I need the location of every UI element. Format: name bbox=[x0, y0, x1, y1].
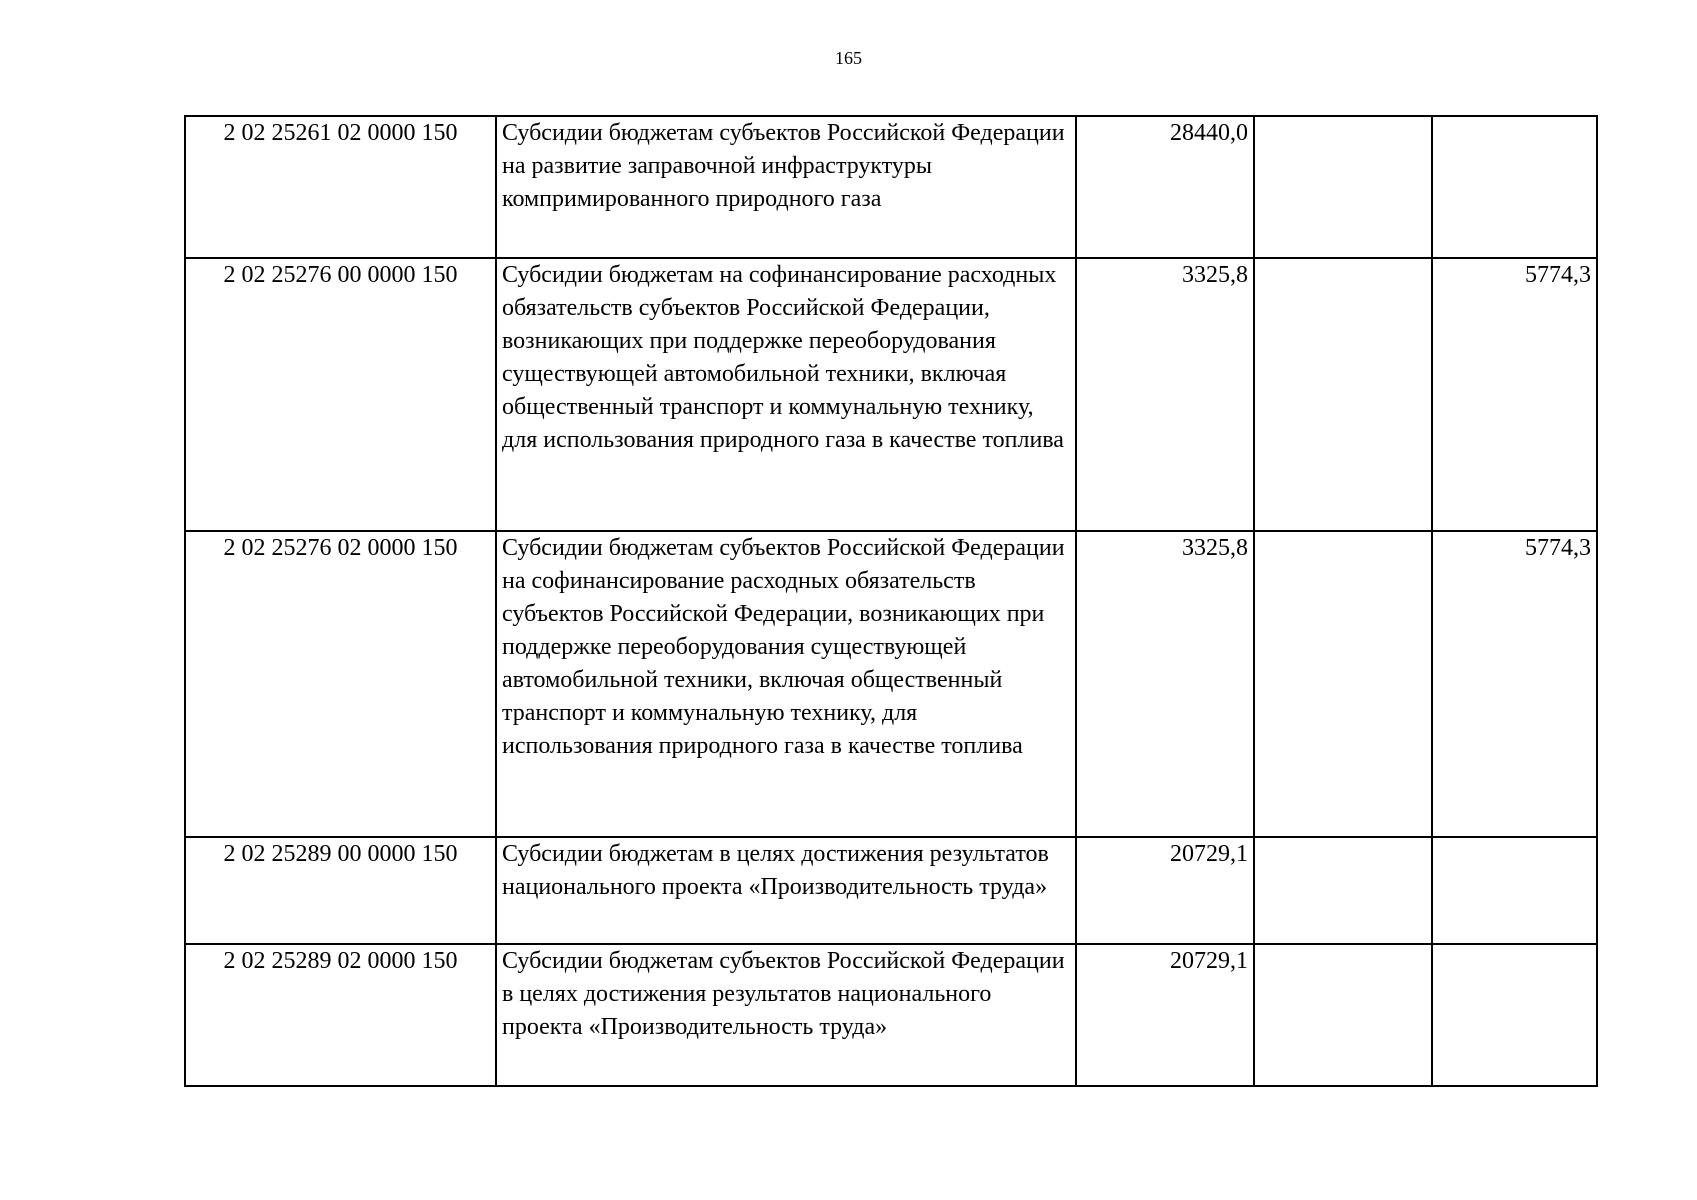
amount-cell: 3325,8 bbox=[1076, 531, 1254, 837]
amount-cell bbox=[1432, 837, 1597, 944]
row-description: Субсидии бюджетам на софинансирование расходных обязательств субъектов Российской Федерации, возникающих при поддержке переоборудования существующей автомобильной техники, включая общественный транспорт и коммунальную технику, для использования природного газа в качестве топлива bbox=[496, 258, 1076, 531]
amount-cell bbox=[1432, 116, 1597, 258]
amount-cell: 20729,1 bbox=[1076, 837, 1254, 944]
amount-cell: 5774,3 bbox=[1432, 531, 1597, 837]
table-row bbox=[185, 116, 1597, 258]
amount-cell: 20729,1 bbox=[1076, 944, 1254, 1086]
budget-code: 2 02 25289 00 0000 150 bbox=[185, 837, 496, 944]
amount-cell bbox=[1254, 837, 1432, 944]
row-description: Субсидии бюджетам субъектов Российской Федерации на софинансирование расходных обязательств субъектов Российской Федерации, возникающих при поддержке переоборудования существующей автомобильной техники, включая общественный транспорт и коммунальную технику, для использования природного газа в качестве топлива bbox=[496, 531, 1076, 837]
budget-table bbox=[184, 115, 1598, 1087]
amount-cell bbox=[1254, 531, 1432, 837]
budget-code: 2 02 25276 00 0000 150 bbox=[185, 258, 496, 531]
table-row bbox=[185, 258, 1597, 531]
budget-code: 2 02 25261 02 0000 150 bbox=[185, 116, 496, 258]
amount-cell: 5774,3 bbox=[1432, 258, 1597, 531]
amount-cell bbox=[1254, 258, 1432, 531]
budget-code: 2 02 25276 02 0000 150 bbox=[185, 531, 496, 837]
table-row bbox=[185, 531, 1597, 837]
amount-cell bbox=[1254, 944, 1432, 1086]
amount-cell bbox=[1254, 116, 1432, 258]
table-row bbox=[185, 944, 1597, 1086]
table-row bbox=[185, 837, 1597, 944]
budget-code: 2 02 25289 02 0000 150 bbox=[185, 944, 496, 1086]
row-description: Субсидии бюджетам в целях достижения результатов национального проекта «Производительность труда» bbox=[496, 837, 1076, 944]
row-description: Субсидии бюджетам субъектов Российской Федерации в целях достижения результатов национального проекта «Производительность труда» bbox=[496, 944, 1076, 1086]
amount-cell: 28440,0 bbox=[1076, 116, 1254, 258]
row-description: Субсидии бюджетам субъектов Российской Федерации на развитие заправочной инфраструктуры компримированного природного газа bbox=[496, 116, 1076, 258]
page-number: 165 bbox=[835, 48, 862, 68]
amount-cell bbox=[1432, 944, 1597, 1086]
amount-cell: 3325,8 bbox=[1076, 258, 1254, 531]
